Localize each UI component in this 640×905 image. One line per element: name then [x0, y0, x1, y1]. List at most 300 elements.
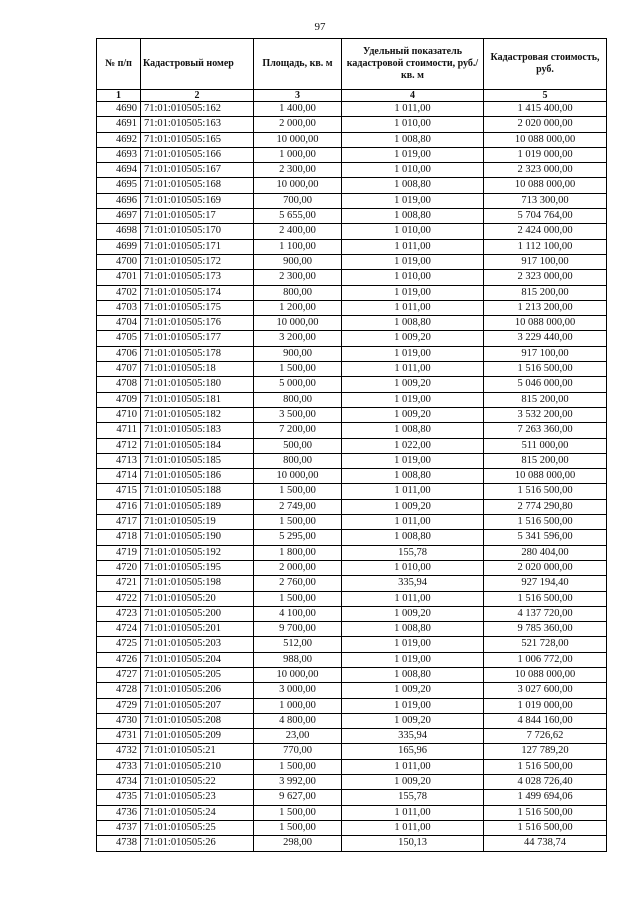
row-number: 4715	[97, 484, 141, 499]
table-row	[97, 300, 607, 315]
cadastral-number-cell: 71:01:010505:175	[141, 300, 254, 315]
table-row	[97, 392, 607, 407]
cadastral-number-cell: 71:01:010505:19	[141, 515, 254, 530]
area-cell: 1 500,00	[254, 759, 342, 774]
area-cell: 1 800,00	[254, 545, 342, 560]
rate-cell: 1 019,00	[342, 254, 484, 269]
cadastral-number-cell: 71:01:010505:18	[141, 362, 254, 377]
row-number: 4716	[97, 499, 141, 514]
area-cell: 988,00	[254, 652, 342, 667]
rate-cell: 1 009,20	[342, 331, 484, 346]
rate-cell: 1 019,00	[342, 193, 484, 208]
rate-cell: 1 011,00	[342, 239, 484, 254]
table-row	[97, 117, 607, 132]
rate-cell: 1 019,00	[342, 392, 484, 407]
area-cell: 23,00	[254, 729, 342, 744]
area-cell: 770,00	[254, 744, 342, 759]
row-number: 4734	[97, 775, 141, 790]
table-row	[97, 560, 607, 575]
cadastral-number-cell: 71:01:010505:203	[141, 637, 254, 652]
row-number: 4727	[97, 667, 141, 682]
row-number: 4692	[97, 132, 141, 147]
row-number: 4700	[97, 254, 141, 269]
cadastral-number-cell: 71:01:010505:169	[141, 193, 254, 208]
table-body	[97, 102, 607, 852]
area-cell: 1 500,00	[254, 484, 342, 499]
area-cell: 3 500,00	[254, 407, 342, 422]
area-cell: 3 000,00	[254, 683, 342, 698]
rate-cell: 1 009,20	[342, 499, 484, 514]
table-row	[97, 499, 607, 514]
rate-cell: 1 009,20	[342, 683, 484, 698]
rate-cell: 1 008,80	[342, 132, 484, 147]
row-number: 4712	[97, 438, 141, 453]
row-number: 4690	[97, 102, 141, 117]
cadastral-number-cell: 71:01:010505:189	[141, 499, 254, 514]
row-number: 4706	[97, 346, 141, 361]
rate-cell: 1 008,80	[342, 622, 484, 637]
cadastral-value-cell: 2 020 000,00	[484, 560, 607, 575]
cadastral-value-cell: 10 088 000,00	[484, 667, 607, 682]
table-row	[97, 423, 607, 438]
cadastral-number-cell: 71:01:010505:23	[141, 790, 254, 805]
cadastral-number-cell: 71:01:010505:200	[141, 606, 254, 621]
cadastral-value-cell: 1 019 000,00	[484, 698, 607, 713]
table-row	[97, 606, 607, 621]
cadastral-value-cell: 1 415 400,00	[484, 102, 607, 117]
cadastral-number-cell: 71:01:010505:190	[141, 530, 254, 545]
area-cell: 10 000,00	[254, 178, 342, 193]
rate-cell: 1 008,80	[342, 178, 484, 193]
column-number: 5	[484, 90, 607, 102]
row-number: 4725	[97, 637, 141, 652]
area-cell: 1 500,00	[254, 591, 342, 606]
row-number: 4708	[97, 377, 141, 392]
area-cell: 900,00	[254, 346, 342, 361]
column-number: 3	[254, 90, 342, 102]
cadastral-number-cell: 71:01:010505:174	[141, 285, 254, 300]
cadastral-value-cell: 1 213 200,00	[484, 300, 607, 315]
area-cell: 2 300,00	[254, 270, 342, 285]
cadastral-value-cell: 7 726,62	[484, 729, 607, 744]
area-cell: 1 000,00	[254, 147, 342, 162]
cadastral-value-cell: 1 019 000,00	[484, 147, 607, 162]
header-cadastral-value: Кадастровая стоимость, руб.	[484, 39, 607, 90]
table-row	[97, 285, 607, 300]
table-row	[97, 805, 607, 820]
cadastral-number-cell: 71:01:010505:171	[141, 239, 254, 254]
cadastral-number-cell: 71:01:010505:166	[141, 147, 254, 162]
rate-cell: 1 022,00	[342, 438, 484, 453]
cadastral-value-cell: 815 200,00	[484, 285, 607, 300]
row-number: 4730	[97, 713, 141, 728]
cadastral-number-cell: 71:01:010505:176	[141, 316, 254, 331]
row-number: 4694	[97, 163, 141, 178]
rate-cell: 150,13	[342, 836, 484, 851]
cadastral-value-cell: 3 532 200,00	[484, 407, 607, 422]
cadastral-number-cell: 71:01:010505:183	[141, 423, 254, 438]
area-cell: 3 992,00	[254, 775, 342, 790]
rate-cell: 1 019,00	[342, 698, 484, 713]
cadastral-number-cell: 71:01:010505:172	[141, 254, 254, 269]
cadastral-number-cell: 71:01:010505:26	[141, 836, 254, 851]
row-number: 4696	[97, 193, 141, 208]
cadastral-value-cell: 4 844 160,00	[484, 713, 607, 728]
cadastral-number-cell: 71:01:010505:184	[141, 438, 254, 453]
table-row	[97, 407, 607, 422]
column-number: 4	[342, 90, 484, 102]
cadastral-value-cell: 2 323 000,00	[484, 270, 607, 285]
cadastral-value-cell: 10 088 000,00	[484, 316, 607, 331]
cadastral-value-cell: 815 200,00	[484, 392, 607, 407]
table-row	[97, 469, 607, 484]
cadastral-value-cell: 10 088 000,00	[484, 132, 607, 147]
area-cell: 2 000,00	[254, 560, 342, 575]
table-row	[97, 377, 607, 392]
table-header-row	[97, 39, 607, 90]
cadastral-value-cell: 1 499 694,06	[484, 790, 607, 805]
rate-cell: 1 010,00	[342, 117, 484, 132]
table-row	[97, 346, 607, 361]
rate-cell: 1 011,00	[342, 362, 484, 377]
rate-cell: 1 011,00	[342, 759, 484, 774]
row-number: 4697	[97, 209, 141, 224]
table-row	[97, 530, 607, 545]
cadastral-value-cell: 3 229 440,00	[484, 331, 607, 346]
rate-cell: 1 008,80	[342, 423, 484, 438]
area-cell: 10 000,00	[254, 667, 342, 682]
cadastral-value-cell: 1 006 772,00	[484, 652, 607, 667]
table-row	[97, 178, 607, 193]
cadastral-number-cell: 71:01:010505:192	[141, 545, 254, 560]
row-number: 4698	[97, 224, 141, 239]
table-row	[97, 820, 607, 835]
area-cell: 2 300,00	[254, 163, 342, 178]
area-cell: 800,00	[254, 453, 342, 468]
table-row	[97, 652, 607, 667]
cadastral-number-cell: 71:01:010505:20	[141, 591, 254, 606]
rate-cell: 1 008,80	[342, 469, 484, 484]
cadastral-number-cell: 71:01:010505:24	[141, 805, 254, 820]
rate-cell: 1 009,20	[342, 377, 484, 392]
cadastral-number-cell: 71:01:010505:168	[141, 178, 254, 193]
rate-cell: 335,94	[342, 576, 484, 591]
area-cell: 800,00	[254, 392, 342, 407]
cadastral-value-cell: 917 100,00	[484, 254, 607, 269]
row-number: 4723	[97, 606, 141, 621]
cadastral-value-cell: 4 028 726,40	[484, 775, 607, 790]
row-number: 4722	[97, 591, 141, 606]
area-cell: 2 400,00	[254, 224, 342, 239]
table-row	[97, 331, 607, 346]
rate-cell: 155,78	[342, 545, 484, 560]
table-row	[97, 453, 607, 468]
area-cell: 9 627,00	[254, 790, 342, 805]
table-row	[97, 362, 607, 377]
cadastral-number-cell: 71:01:010505:181	[141, 392, 254, 407]
rate-cell: 1 011,00	[342, 805, 484, 820]
row-number: 4719	[97, 545, 141, 560]
table-row	[97, 637, 607, 652]
rate-cell: 1 008,80	[342, 209, 484, 224]
area-cell: 2 749,00	[254, 499, 342, 514]
table-row	[97, 147, 607, 162]
area-cell: 298,00	[254, 836, 342, 851]
rate-cell: 1 008,80	[342, 667, 484, 682]
cadastral-number-cell: 71:01:010505:188	[141, 484, 254, 499]
rate-cell: 165,96	[342, 744, 484, 759]
cadastral-value-cell: 1 112 100,00	[484, 239, 607, 254]
page-number: 97	[314, 21, 326, 33]
cadastral-number-cell: 71:01:010505:173	[141, 270, 254, 285]
cadastral-number-cell: 71:01:010505:208	[141, 713, 254, 728]
table-row	[97, 545, 607, 560]
rate-cell: 1 009,20	[342, 713, 484, 728]
cadastral-number-cell: 71:01:010505:186	[141, 469, 254, 484]
rate-cell: 1 010,00	[342, 270, 484, 285]
table-row	[97, 713, 607, 728]
cadastral-number-cell: 71:01:010505:207	[141, 698, 254, 713]
row-number: 4726	[97, 652, 141, 667]
table-row	[97, 270, 607, 285]
rate-cell: 1 011,00	[342, 102, 484, 117]
cadastral-value-cell: 4 137 720,00	[484, 606, 607, 621]
row-number: 4731	[97, 729, 141, 744]
column-number: 1	[97, 90, 141, 102]
cadastral-value-cell: 7 263 360,00	[484, 423, 607, 438]
cadastral-value-cell: 521 728,00	[484, 637, 607, 652]
rate-cell: 1 011,00	[342, 820, 484, 835]
area-cell: 512,00	[254, 637, 342, 652]
table-row	[97, 316, 607, 331]
area-cell: 10 000,00	[254, 316, 342, 331]
cadastral-value-table	[96, 38, 607, 852]
header-cadastral-number: Кадастровый номер	[141, 39, 254, 90]
table-row	[97, 836, 607, 851]
table-row	[97, 209, 607, 224]
row-number: 4737	[97, 820, 141, 835]
cadastral-number-cell: 71:01:010505:21	[141, 744, 254, 759]
row-number: 4703	[97, 300, 141, 315]
area-cell: 1 500,00	[254, 805, 342, 820]
area-cell: 4 800,00	[254, 713, 342, 728]
table-row	[97, 591, 607, 606]
cadastral-value-cell: 2 424 000,00	[484, 224, 607, 239]
row-number: 4707	[97, 362, 141, 377]
area-cell: 5 000,00	[254, 377, 342, 392]
row-number: 4693	[97, 147, 141, 162]
rate-cell: 1 008,80	[342, 316, 484, 331]
cadastral-value-cell: 713 300,00	[484, 193, 607, 208]
rate-cell: 1 009,20	[342, 775, 484, 790]
row-number: 4721	[97, 576, 141, 591]
area-cell: 9 700,00	[254, 622, 342, 637]
cadastral-value-cell: 44 738,74	[484, 836, 607, 851]
header-num: № п/п	[97, 39, 141, 90]
area-cell: 10 000,00	[254, 469, 342, 484]
cadastral-number-cell: 71:01:010505:206	[141, 683, 254, 698]
row-number: 4710	[97, 407, 141, 422]
cadastral-number-cell: 71:01:010505:180	[141, 377, 254, 392]
table-row	[97, 193, 607, 208]
area-cell: 4 100,00	[254, 606, 342, 621]
area-cell: 1 500,00	[254, 362, 342, 377]
cadastral-number-cell: 71:01:010505:25	[141, 820, 254, 835]
row-number: 4701	[97, 270, 141, 285]
table-row	[97, 683, 607, 698]
cadastral-value-cell: 1 516 500,00	[484, 805, 607, 820]
row-number: 4691	[97, 117, 141, 132]
cadastral-number-cell: 71:01:010505:165	[141, 132, 254, 147]
cadastral-value-cell: 815 200,00	[484, 453, 607, 468]
table-row	[97, 790, 607, 805]
table-row	[97, 622, 607, 637]
area-cell: 5 295,00	[254, 530, 342, 545]
cadastral-number-cell: 71:01:010505:185	[141, 453, 254, 468]
header-area: Площадь, кв. м	[254, 39, 342, 90]
row-number: 4735	[97, 790, 141, 805]
cadastral-number-cell: 71:01:010505:17	[141, 209, 254, 224]
cadastral-value-cell: 927 194,40	[484, 576, 607, 591]
row-number: 4713	[97, 453, 141, 468]
cadastral-value-cell: 1 516 500,00	[484, 484, 607, 499]
row-number: 4695	[97, 178, 141, 193]
cadastral-number-cell: 71:01:010505:204	[141, 652, 254, 667]
row-number: 4729	[97, 698, 141, 713]
rate-cell: 1 011,00	[342, 484, 484, 499]
rate-cell: 1 010,00	[342, 163, 484, 178]
column-number-row	[97, 90, 607, 102]
table-row	[97, 163, 607, 178]
area-cell: 3 200,00	[254, 331, 342, 346]
rate-cell: 1 011,00	[342, 515, 484, 530]
row-number: 4736	[97, 805, 141, 820]
rate-cell: 1 019,00	[342, 346, 484, 361]
table-row	[97, 239, 607, 254]
row-number: 4718	[97, 530, 141, 545]
row-number: 4720	[97, 560, 141, 575]
cadastral-value-cell: 127 789,20	[484, 744, 607, 759]
rate-cell: 1 009,20	[342, 606, 484, 621]
row-number: 4704	[97, 316, 141, 331]
area-cell: 10 000,00	[254, 132, 342, 147]
cadastral-number-cell: 71:01:010505:198	[141, 576, 254, 591]
cadastral-value-cell: 5 341 596,00	[484, 530, 607, 545]
rate-cell: 1 008,80	[342, 530, 484, 545]
rate-cell: 335,94	[342, 729, 484, 744]
table-row	[97, 698, 607, 713]
row-number: 4733	[97, 759, 141, 774]
cadastral-number-cell: 71:01:010505:209	[141, 729, 254, 744]
rate-cell: 1 011,00	[342, 300, 484, 315]
row-number: 4728	[97, 683, 141, 698]
row-number: 4714	[97, 469, 141, 484]
rate-cell: 1 009,20	[342, 407, 484, 422]
rate-cell: 1 019,00	[342, 637, 484, 652]
cadastral-number-cell: 71:01:010505:205	[141, 667, 254, 682]
table-row	[97, 438, 607, 453]
cadastral-number-cell: 71:01:010505:201	[141, 622, 254, 637]
row-number: 4702	[97, 285, 141, 300]
rate-cell: 1 019,00	[342, 147, 484, 162]
cadastral-value-cell: 1 516 500,00	[484, 515, 607, 530]
cadastral-value-cell: 9 785 360,00	[484, 622, 607, 637]
area-cell: 2 000,00	[254, 117, 342, 132]
table-row	[97, 759, 607, 774]
area-cell: 800,00	[254, 285, 342, 300]
cadastral-number-cell: 71:01:010505:210	[141, 759, 254, 774]
table-row	[97, 484, 607, 499]
cadastral-value-cell: 2 774 290,80	[484, 499, 607, 514]
cadastral-value-cell: 511 000,00	[484, 438, 607, 453]
table-row	[97, 515, 607, 530]
rate-cell: 1 010,00	[342, 224, 484, 239]
area-cell: 700,00	[254, 193, 342, 208]
row-number: 4705	[97, 331, 141, 346]
cadastral-value-cell: 3 027 600,00	[484, 683, 607, 698]
row-number: 4732	[97, 744, 141, 759]
table-row	[97, 744, 607, 759]
table-row	[97, 224, 607, 239]
area-cell: 1 500,00	[254, 820, 342, 835]
row-number: 4711	[97, 423, 141, 438]
table-row	[97, 775, 607, 790]
area-cell: 2 760,00	[254, 576, 342, 591]
table-row	[97, 254, 607, 269]
header-rate: Удельный показатель кадастровой стоимости, руб./кв. м	[342, 39, 484, 90]
cadastral-value-cell: 1 516 500,00	[484, 820, 607, 835]
rate-cell: 1 019,00	[342, 285, 484, 300]
cadastral-number-cell: 71:01:010505:170	[141, 224, 254, 239]
area-cell: 5 655,00	[254, 209, 342, 224]
cadastral-value-cell: 1 516 500,00	[484, 362, 607, 377]
rate-cell: 1 010,00	[342, 560, 484, 575]
table-row	[97, 576, 607, 591]
cadastral-number-cell: 71:01:010505:22	[141, 775, 254, 790]
row-number: 4738	[97, 836, 141, 851]
cadastral-number-cell: 71:01:010505:178	[141, 346, 254, 361]
table-row	[97, 102, 607, 117]
area-cell: 1 500,00	[254, 515, 342, 530]
row-number: 4709	[97, 392, 141, 407]
cadastral-value-cell: 10 088 000,00	[484, 469, 607, 484]
cadastral-number-cell: 71:01:010505:162	[141, 102, 254, 117]
area-cell: 1 100,00	[254, 239, 342, 254]
cadastral-value-cell: 280 404,00	[484, 545, 607, 560]
column-number: 2	[141, 90, 254, 102]
area-cell: 1 000,00	[254, 698, 342, 713]
area-cell: 7 200,00	[254, 423, 342, 438]
area-cell: 500,00	[254, 438, 342, 453]
table-row	[97, 667, 607, 682]
rate-cell: 155,78	[342, 790, 484, 805]
cadastral-number-cell: 71:01:010505:182	[141, 407, 254, 422]
cadastral-value-cell: 2 323 000,00	[484, 163, 607, 178]
area-cell: 1 200,00	[254, 300, 342, 315]
table-row	[97, 132, 607, 147]
cadastral-number-cell: 71:01:010505:163	[141, 117, 254, 132]
cadastral-value-cell: 5 704 764,00	[484, 209, 607, 224]
table-row	[97, 729, 607, 744]
row-number: 4717	[97, 515, 141, 530]
rate-cell: 1 011,00	[342, 591, 484, 606]
cadastral-value-cell: 1 516 500,00	[484, 759, 607, 774]
row-number: 4724	[97, 622, 141, 637]
area-cell: 900,00	[254, 254, 342, 269]
row-number: 4699	[97, 239, 141, 254]
cadastral-value-cell: 10 088 000,00	[484, 178, 607, 193]
area-cell: 1 400,00	[254, 102, 342, 117]
